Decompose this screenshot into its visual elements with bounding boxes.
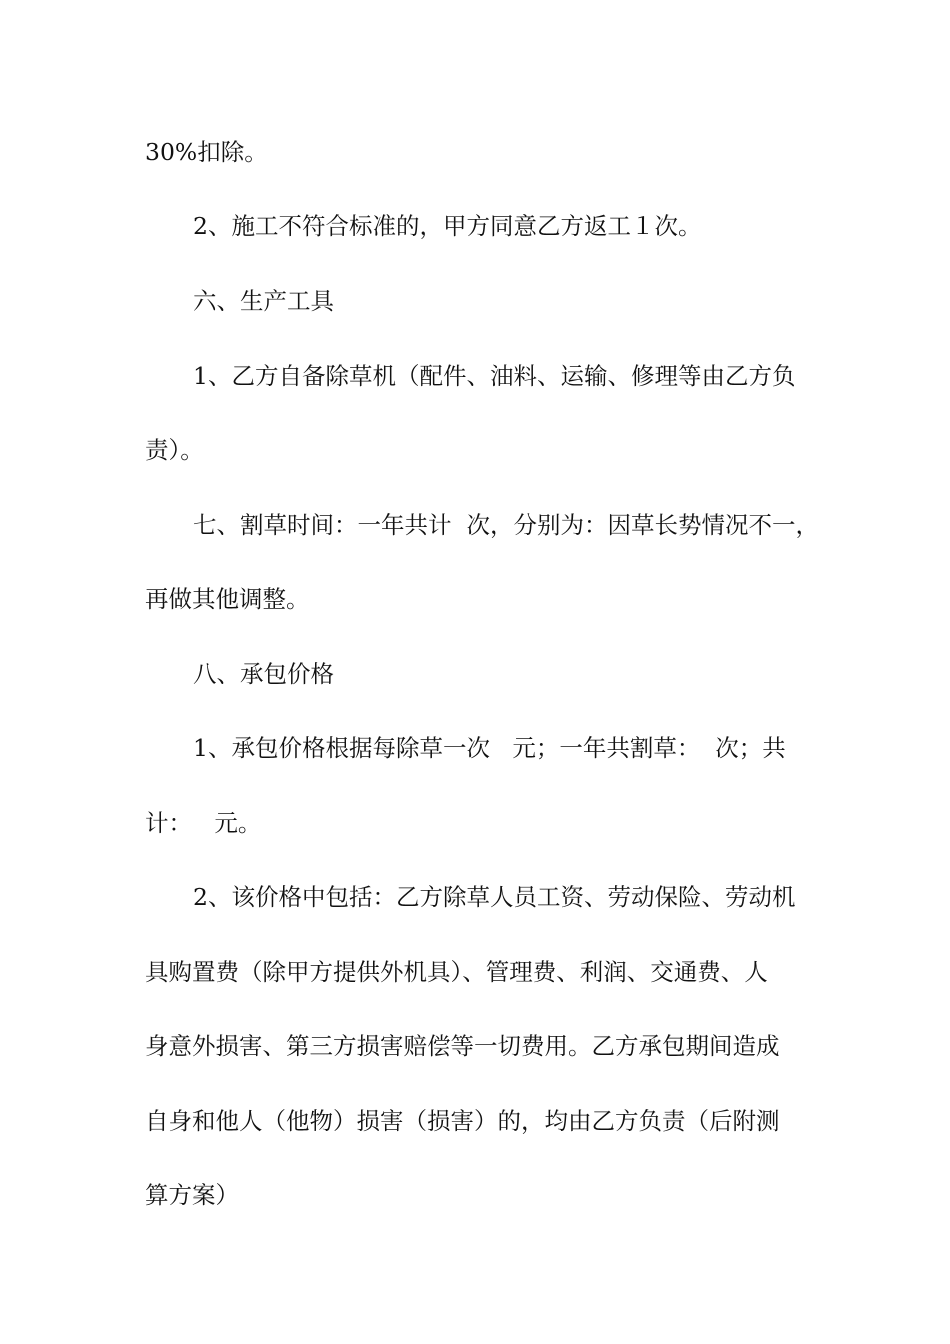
text-line: 1、承包价格根据每除草一次 元；一年共割草： 次；共 [193, 734, 786, 762]
text-line: 计： 元。 [145, 809, 262, 837]
text-line: 算方案） [145, 1181, 239, 1209]
text-line: 自身和他人（他物）损害（损害）的，均由乙方负责（后附测 [145, 1107, 780, 1135]
section-heading: 八、承包价格 [193, 660, 334, 688]
text-line: 30%扣除。 [145, 138, 268, 166]
text-line: 责）。 [145, 436, 204, 464]
text-line: 身意外损害、第三方损害赔偿等一切费用。乙方承包期间造成 [145, 1032, 780, 1060]
text-line: 2、施工不符合标准的，甲方同意乙方返工１次。 [193, 212, 702, 240]
text-line: 2、该价格中包括：乙方除草人员工资、劳动保险、劳动机 [193, 883, 796, 911]
section-heading: 六、生产工具 [193, 287, 334, 315]
text-line: 1、乙方自备除草机（配件、油料、运输、修理等由乙方负 [193, 362, 796, 390]
text-line: 具购置费（除甲方提供外机具）、管理费、利润、交通费、人 [145, 958, 768, 986]
text-line: 再做其他调整。 [145, 585, 310, 613]
text-line: 七、割草时间：一年共计 次，分别为：因草长势情况不一， [193, 511, 819, 539]
